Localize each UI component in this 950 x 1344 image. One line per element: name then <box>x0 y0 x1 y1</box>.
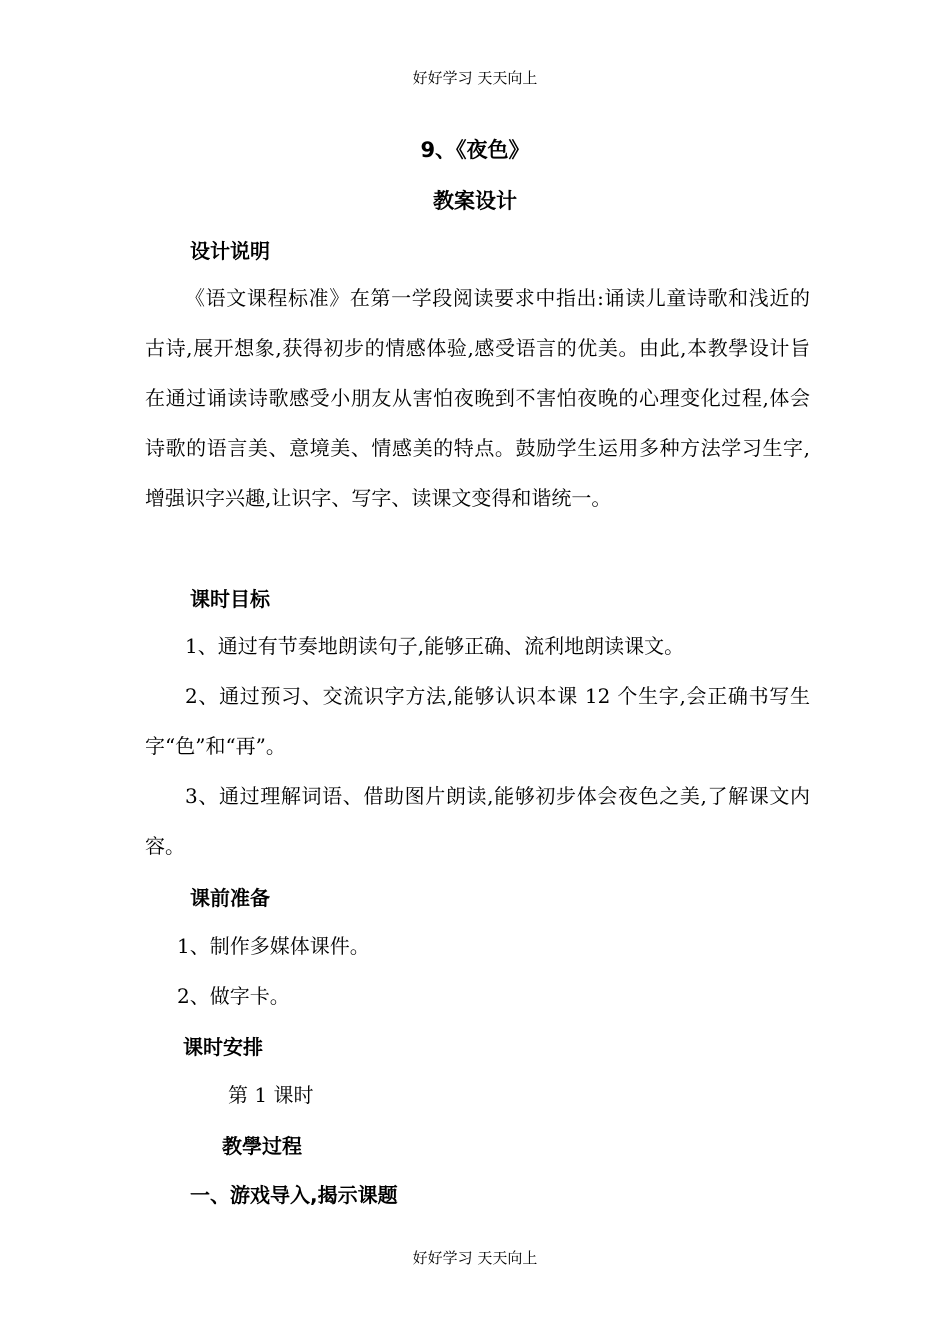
objective-item-2: 2、通过预习、交流识字方法,能够认识本课 12 个生字,会正确书写生字“色”和“再”。 <box>145 684 810 758</box>
schedule-lesson: 第 1 课时 <box>228 1083 314 1107</box>
lesson-subtitle: 教案设计 <box>433 189 517 213</box>
objective-item-1: 1、通过有节奏地朗读句子,能够正确、流利地朗读课文。 <box>185 634 685 658</box>
process-step-1: 一、游戏导入,揭示课题 <box>190 1183 398 1207</box>
preparation-heading: 课前准备 <box>190 886 270 910</box>
lesson-title: 9、《夜色》 <box>420 138 530 162</box>
design-note-paragraph: 《语文课程标准》在第一学段阅读要求中指出:诵读儿童诗歌和浅近的古诗,展开想象,获得初步的情感体验,感受语言的优美。由此,本教學设计旨在通过诵读诗歌感受小朋友从害怕夜晚到不害怕夜晚的心理变化过程,体会诗歌的语言美、意境美、情感美的特点。鼓励学生运用多种方法学习生字,增强识字兴趣,让识字、写字、读课文变得和谐统一。 <box>145 286 810 510</box>
objectives-heading: 课时目标 <box>190 587 270 611</box>
schedule-heading: 课时安排 <box>183 1035 263 1059</box>
page-footer: 好好学习 天天向上 <box>412 1249 538 1267</box>
preparation-item-2: 2、做字卡。 <box>177 984 290 1008</box>
preparation-item-1: 1、制作多媒体课件。 <box>177 934 370 958</box>
objective-item-3: 3、通过理解词语、借助图片朗读,能够初步体会夜色之美,了解课文内容。 <box>145 784 810 858</box>
page-header: 好好学习 天天向上 <box>412 69 538 87</box>
process-heading: 教學过程 <box>222 1134 302 1158</box>
design-note-heading: 设计说明 <box>190 239 270 263</box>
